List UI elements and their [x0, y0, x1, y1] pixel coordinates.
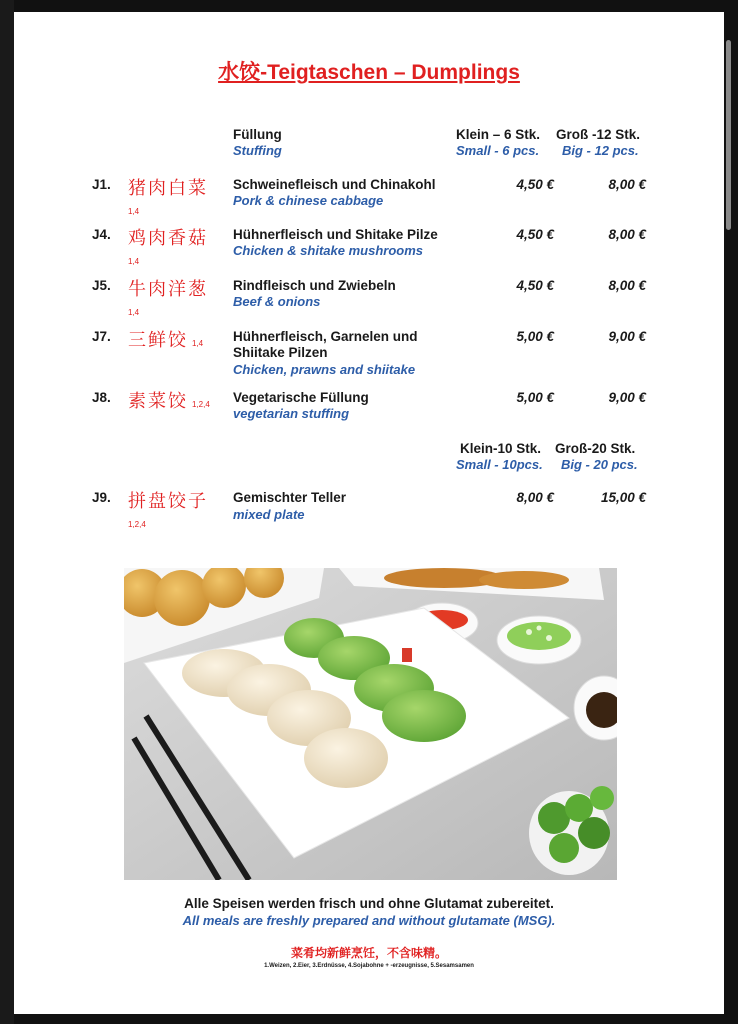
item-chinese-name: 拼盘饺子 — [128, 491, 208, 512]
item-name-en: Beef & onions — [233, 294, 321, 309]
big-header2-en: Big - 20 pcs. — [561, 457, 638, 472]
item-code: J7. — [92, 329, 111, 344]
item-name-en: Chicken, prawns and shiitake — [233, 362, 416, 377]
big-header-de: Groß -12 Stk. — [556, 127, 641, 142]
filling-header-en: Stuffing — [233, 143, 282, 158]
item-price-big: 15,00 € — [600, 490, 646, 505]
item-code: J9. — [92, 490, 111, 505]
item-price-small: 4,50 € — [516, 227, 554, 242]
dumplings-photo — [124, 568, 617, 880]
item-allergens: 1,2,4 — [192, 400, 210, 409]
item-name-en: mixed plate — [233, 507, 305, 522]
item-allergens: 1,2,4 — [128, 520, 146, 529]
item-name-de: Gemischter Teller — [233, 490, 347, 505]
item-name-de: Hühnerfleisch, Garnelen und Shiitake Pilzen — [233, 329, 418, 360]
item-name-en: vegetarian stuffing — [233, 406, 350, 421]
small-header2-en: Small - 10pcs. — [456, 457, 543, 472]
item-allergens: 1,4 — [128, 257, 140, 266]
item-price-big: 9,00 € — [608, 390, 646, 405]
item-chinese-name-text: 三鲜饺 — [128, 330, 188, 351]
item-chinese-name-text: 素菜饺 — [128, 391, 188, 412]
item-price-big: 8,00 € — [608, 278, 646, 293]
small-header2-de: Klein-10 Stk. — [460, 441, 542, 456]
item-name-de: Rindfleisch und Zwiebeln — [233, 278, 396, 293]
item-allergens: 1,4 — [128, 207, 140, 216]
item-code: J1. — [92, 177, 111, 192]
item-chinese-name — [128, 387, 210, 413]
small-header-de: Klein – 6 Stk. — [456, 127, 541, 142]
item-name-de: Hühnerfleisch und Shitake Pilze — [233, 227, 438, 242]
item-price-small: 5,00 € — [516, 329, 554, 344]
item-code: J4. — [92, 227, 111, 242]
item-chinese-name: 猪肉白菜 — [128, 178, 208, 199]
item-chinese-name: 牛肉洋葱 — [128, 279, 208, 300]
window-frame — [0, 0, 14, 1024]
item-allergens: 1,4 — [192, 339, 204, 348]
item-code: J5. — [92, 278, 111, 293]
item-name-de: Schweinefleisch und Chinakohl — [233, 177, 436, 192]
item-price-small: 4,50 € — [516, 177, 554, 192]
item-chinese-name — [128, 326, 203, 352]
scrollbar[interactable] — [726, 40, 731, 230]
menu-page — [14, 12, 724, 1014]
big-header2-de: Groß-20 Stk. — [555, 441, 636, 456]
item-name-en: Chicken & shitake mushrooms — [233, 243, 423, 258]
item-price-big: 8,00 € — [608, 227, 646, 242]
footer-note-zh: 菜肴均新鲜烹饪，不含味精。 — [290, 946, 447, 960]
item-name-en: Pork & chinese cabbage — [233, 193, 384, 208]
item-chinese-name: 鸡肉香菇 — [128, 228, 208, 249]
big-header-en: Big - 12 pcs. — [562, 143, 639, 158]
allergen-legend: 1.Weizen, 2.Eier, 3.Erdnüsse, 4.Sojabohne + -erzeugnisse, 5.Sesamsamen — [264, 963, 474, 969]
item-price-small: 8,00 € — [516, 490, 554, 505]
item-name-de: Vegetarische Füllung — [233, 390, 369, 405]
item-price-big: 9,00 € — [608, 329, 646, 344]
item-price-small: 5,00 € — [516, 390, 554, 405]
item-code: J8. — [92, 390, 111, 405]
item-price-small: 4,50 € — [516, 278, 554, 293]
footer-note-en: All meals are freshly prepared and without glutamate (MSG). — [182, 913, 556, 928]
page-title: 水饺-Teigtaschen – Dumplings — [218, 61, 520, 84]
small-header-en: Small - 6 pcs. — [456, 143, 540, 158]
footer-note-de: Alle Speisen werden frisch und ohne Glutamat zubereitet. — [184, 896, 554, 911]
filling-header-de: Füllung — [233, 127, 282, 142]
item-price-big: 8,00 € — [608, 177, 646, 192]
item-allergens: 1,4 — [128, 308, 140, 317]
